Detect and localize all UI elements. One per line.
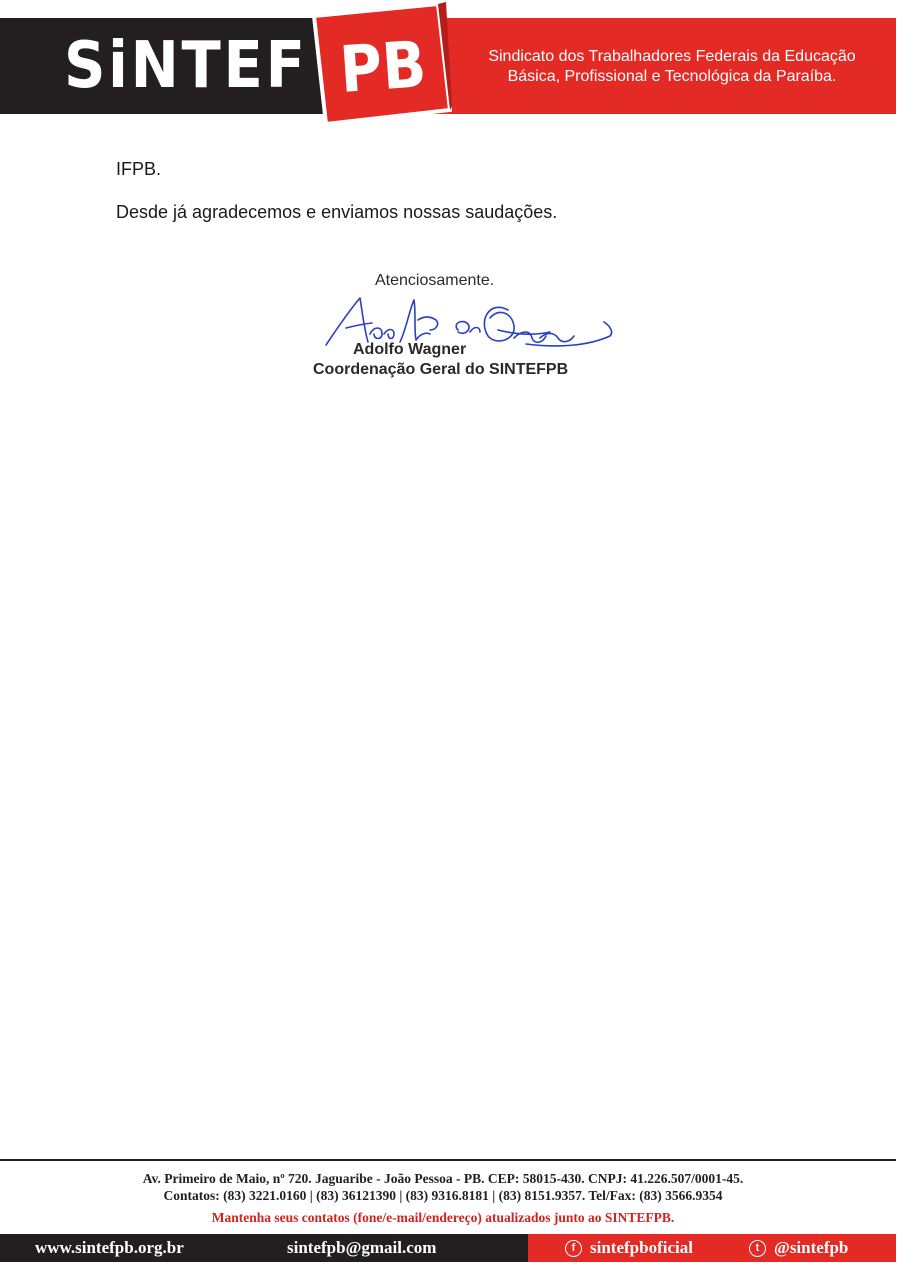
body-line-recipient: IFPB. [116, 159, 162, 179]
facebook-handle: sintefpboficial [590, 1238, 693, 1257]
logo-state: PB [337, 28, 429, 108]
footer-facebook-link[interactable] [565, 1237, 693, 1259]
footer-contacts-line: Contatos: (83) 3221.0160 | (83) 36121390 | (83) 9316.8181 | (83) 8151.9357. Tel/Fax: (83) 3566.9354 [163, 1188, 723, 1203]
tagline-line-1: Sindicato dos Trabalhadores Federais da Educação [488, 48, 856, 65]
footer-twitter-link[interactable] [749, 1237, 848, 1259]
footer-email-link[interactable]: sintefpb@gmail.com [287, 1238, 437, 1257]
closing-salutation: Atenciosamente. [375, 272, 495, 289]
header-tagline [464, 47, 880, 87]
footer-update-note: Mantenha seus contatos (fone/e-mail/endereço) atualizados junto ao SINTEFPB. [211, 1210, 675, 1225]
footer-website-link[interactable]: www.sintefpb.org.br [35, 1238, 184, 1257]
body-line-thanks: Desde já agradecemos e enviamos nossas saudações. [116, 202, 558, 222]
twitter-icon: t [749, 1240, 766, 1257]
twitter-handle: @sintefpb [774, 1238, 849, 1257]
logo-name: SiNTEF [64, 29, 308, 103]
tagline-line-2: Básica, Profissional e Tecnológica da Paraíba. [507, 68, 837, 85]
letterhead-header [0, 18, 896, 114]
facebook-icon: f [565, 1240, 582, 1257]
signer-role: Coordenação Geral do SINTEFPB [313, 361, 569, 378]
footer-address-line: Av. Primeiro de Maio, nº 720. Jaguaribe - João Pessoa - PB. CEP: 58015-430. CNPJ: 41.226.507/0001-45. [142, 1171, 744, 1186]
footer-divider [0, 1159, 896, 1161]
signer-name: Adolfo Wagner [353, 341, 467, 358]
